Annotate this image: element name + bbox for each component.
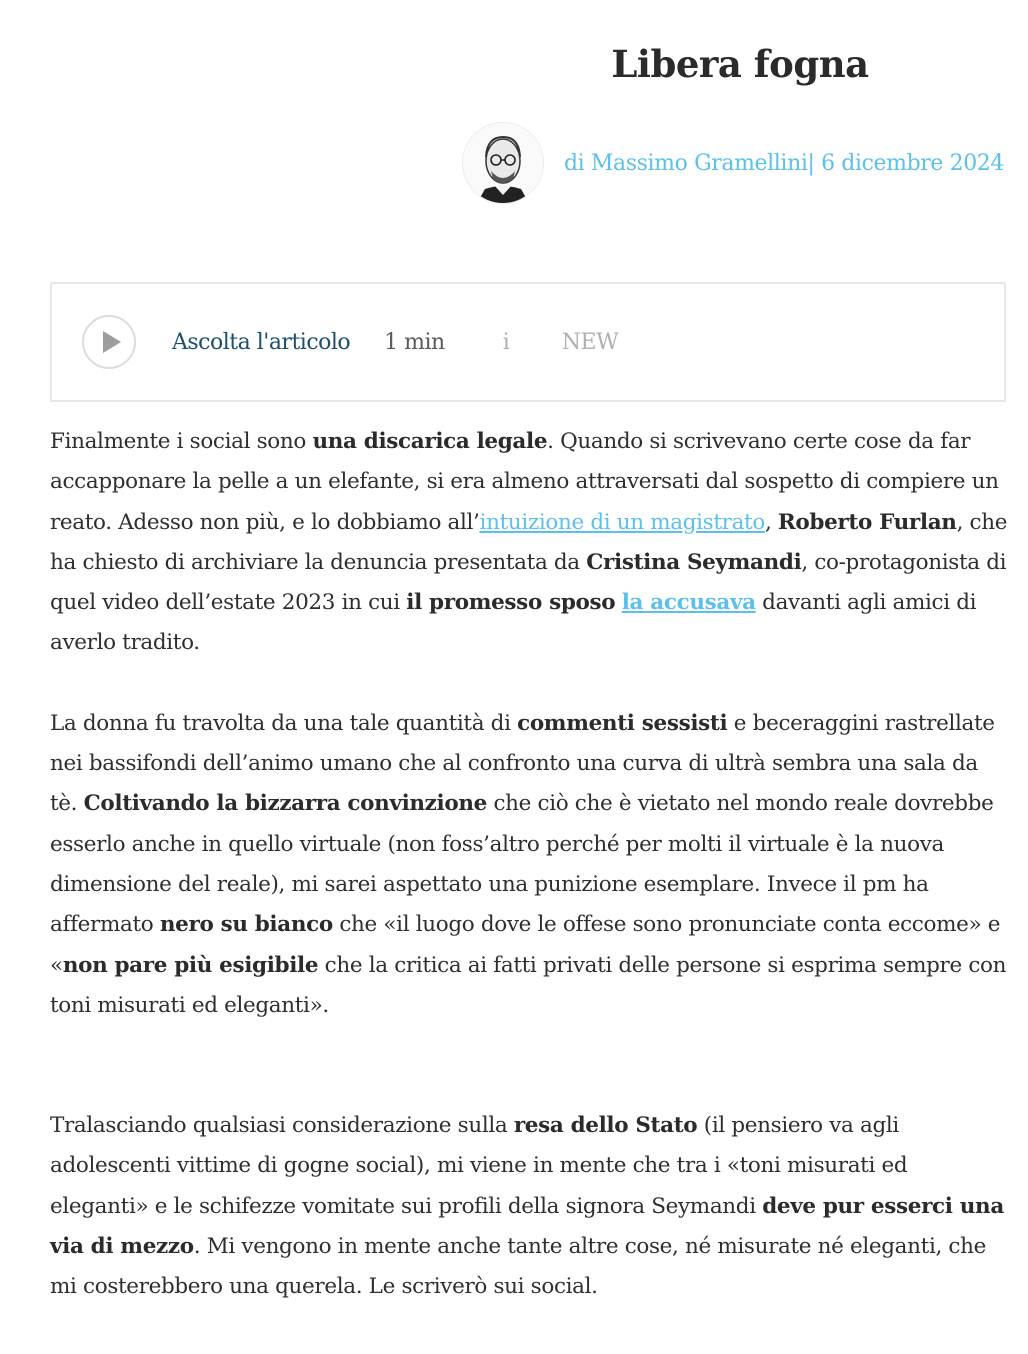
bold-text: Roberto Furlan — [777, 509, 957, 535]
text: Tralasciando qualsiasi considerazione sulla — [50, 1113, 514, 1139]
author-avatar[interactable] — [462, 122, 544, 204]
bold-text: commenti sessisti — [517, 710, 728, 736]
text: . Mi vengono in mente anche tante altre cose, né misurate né eleganti, che mi costerebbero una querela. Le scriverò sui social. — [50, 1234, 986, 1300]
text: che ciò che è vietato nel mondo reale dovrebbe esserlo anche in quello virtuale (non foss’altro perché per molti il virtuale è la nuova dimensione del reale), mi sarei aspettato una punizione esemplare. Invece il pm ha affermato — [50, 791, 994, 938]
text: La donna fu travolta da una tale quantità di — [50, 710, 518, 736]
audio-player — [50, 282, 1006, 402]
bold-text: non pare più esigibile — [62, 952, 319, 978]
bold-text: il promesso sposo — [406, 590, 616, 616]
text: e beceraggini rastrellate nei bassifondi dell’animo umano che al confronto una curva di ultrà sembra una sala da tè. — [50, 710, 995, 817]
author-portrait-icon — [463, 123, 543, 203]
play-icon — [103, 331, 121, 353]
article-body — [50, 422, 1010, 1308]
bold-text: deve pur esserci una via di mezzo — [50, 1193, 1004, 1260]
info-button[interactable]: i — [502, 329, 510, 355]
bold-text: Coltivando la bizzarra convinzione — [83, 791, 487, 817]
text: che «il luogo dove le offese sono pronunciate conta eccome» e « — [50, 912, 1001, 978]
text: , che ha chiesto di archiviare la denuncia presentata da — [50, 509, 1008, 575]
text: . Quando si scrivevano certe cose da far accapponare la pelle a un elefante, si era almeno attraversati dal sospetto di compiere un reato. Adesso non più, e lo dobbiamo all’ — [50, 429, 999, 535]
bold-text: una discarica legale — [312, 429, 548, 454]
byline — [462, 122, 1004, 204]
listen-article-label[interactable]: Ascolta l'articolo — [172, 329, 351, 355]
audio-duration: 1 min — [384, 329, 445, 355]
paragraph-1 — [50, 422, 1010, 664]
bold-text: nero su bianco — [159, 912, 333, 938]
article-title: Libera fogna — [611, 42, 869, 86]
link-la-accusava[interactable]: la accusava — [621, 590, 756, 616]
author-and-date[interactable]: di Massimo Gramellini| 6 dicembre 2024 — [564, 150, 1004, 176]
bold-text: Cristina Seymandi — [586, 549, 802, 575]
text: Finalmente i social sono — [50, 429, 313, 454]
text: (il pensiero va agli adolescenti vittime di gogne social), mi viene in mente che tra i «toni misurati ed eleganti» e le schifezze vomitate sui profili della signora Seymandi — [50, 1113, 908, 1219]
text: , — [764, 509, 778, 535]
paragraph-3 — [50, 1106, 1010, 1307]
play-button[interactable] — [82, 315, 136, 369]
text: , co-protagonista di quel video dell’estate 2023 in cui — [50, 549, 1007, 616]
text: che la critica ai fatti privati delle persone si esprima sempre con toni misurati ed eleganti». — [50, 952, 1007, 1018]
text: davanti agli amici di averlo tradito. — [50, 590, 977, 656]
link-intuizione-magistrato[interactable]: intuizione di un magistrato — [479, 509, 765, 535]
bold-text: resa dello Stato — [513, 1113, 698, 1139]
paragraph-2 — [50, 704, 1010, 1026]
new-badge: NEW — [561, 329, 619, 355]
